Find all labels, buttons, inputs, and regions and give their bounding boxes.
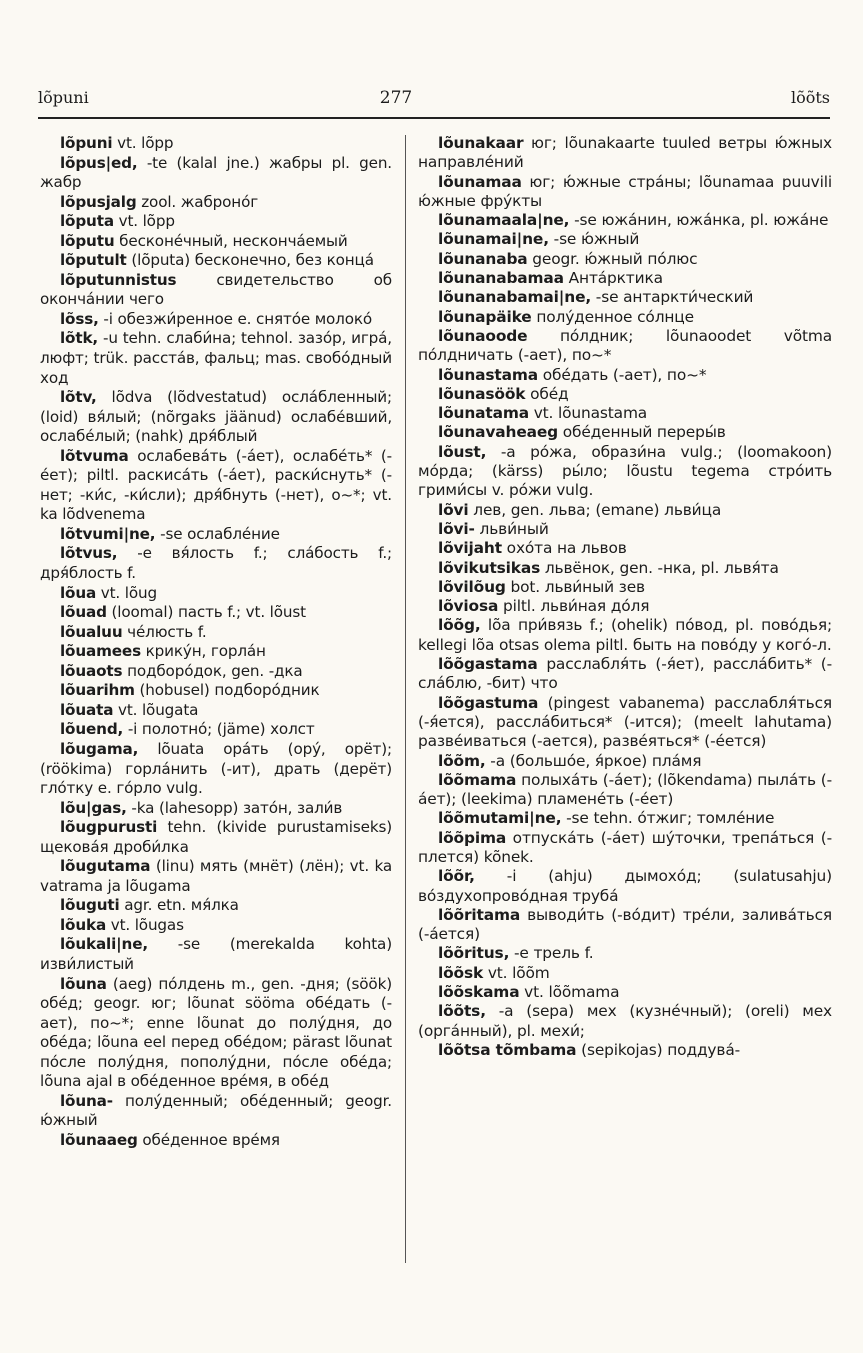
entry-headword: lõpusjalg [60, 192, 137, 211]
dictionary-entry [40, 662, 392, 682]
entry-definition: vt. lõug [96, 583, 157, 602]
dictionary-entry [40, 251, 392, 271]
entry-headword: lõunatama [438, 404, 529, 423]
dictionary-entry [418, 867, 832, 906]
entry-headword: lõvi [438, 500, 469, 519]
dictionary-entry [418, 269, 832, 288]
entry-definition: -se ослабле́ние [155, 524, 280, 543]
entry-headword: lõss, [60, 309, 99, 328]
entry-headword: lõõritus, [438, 944, 510, 963]
dictionary-entry [40, 193, 392, 213]
dictionary-entry [40, 681, 392, 701]
entry-headword: lõunavaheaeg [438, 423, 559, 442]
dictionary-entry [40, 544, 392, 583]
dictionary-entry [40, 857, 392, 896]
entry-definition: vt. lõugata [113, 700, 199, 719]
entry-definition: львёнок, gen. -нка, pl. львя́та [540, 558, 779, 577]
dictionary-entry [418, 520, 832, 539]
entry-definition: выводи́ть (-вóдит) тре́ли, заливáться (-áется) [418, 905, 832, 944]
dictionary-entry [40, 818, 392, 857]
running-header [38, 88, 830, 114]
entry-definition: lõa при́вязь f.; (ohelik) пóвод, pl. повóдья; kellegi lõa otsas olema piltl. быть на повóду у когó-л. [418, 616, 832, 654]
entry-headword: lõunaoode [438, 326, 528, 345]
entry-definition: льви́ный [474, 519, 549, 538]
entry-headword: lõõr, [438, 867, 475, 886]
entry-headword: lõuna- [60, 1091, 113, 1110]
dictionary-entry [40, 603, 392, 623]
entry-headword: lõunamai|ne, [438, 230, 549, 249]
dictionary-entry [40, 916, 392, 936]
entry-definition: -e трель f. [509, 944, 594, 963]
right-guide-word: lõõts [790, 88, 830, 107]
entry-headword: lõuad [60, 603, 107, 622]
entry-definition: piltl. льви́ная дóля [498, 597, 650, 616]
dictionary-entry [418, 539, 832, 558]
entry-headword: lõõsk [438, 963, 484, 982]
entry-definition: (lõputa) бесконечно, без концá [126, 251, 374, 270]
entry-headword: lõuguti [60, 896, 120, 915]
right-column [418, 134, 832, 1060]
entry-headword: lõukali|ne, [60, 935, 148, 954]
entry-headword: lõuaots [60, 661, 123, 680]
dictionary-entry [418, 906, 832, 945]
entry-definition: vt. lõõmama [519, 983, 620, 1002]
dictionary-entry [418, 134, 832, 173]
dictionary-entry [40, 212, 392, 232]
entry-definition: -i полотнó; (jäme) холст [123, 720, 315, 739]
entry-headword: lõunamaa [438, 172, 522, 191]
entry-headword: lõvilõug [438, 577, 506, 596]
entry-headword: lõõg, [438, 616, 481, 635]
dictionary-entry [418, 385, 832, 404]
entry-headword: lõunanabamaa [438, 269, 564, 288]
dictionary-entry [40, 134, 392, 154]
dictionary-entry [40, 525, 392, 545]
entry-definition: vt. lõpp [113, 212, 175, 231]
entry-headword: lõpuni [60, 134, 113, 152]
dictionary-entry [40, 232, 392, 252]
entry-definition: (linu) мять (мнёт) (лён); vt. ka vatrama ja lõugama [40, 857, 392, 895]
entry-definition: (aeg) пóлдень m., gen. -дня; (söök) обéд; geogr. юг; lõunat sööma обéдать (-ает), по~*; enne lõunat до полу́дня, до обе́да; lõuna eel перед обе́дом; pärast lõunat пóсле полу́дня, пополу́дни, пóсле обе́да; lõuna ajal в обе́денное вре́мя, в обе́д [40, 974, 392, 1091]
entry-definition: юг; lõunakaarte tuuled ветры ю́жных направле́ний [418, 134, 832, 172]
entry-headword: lõunamaala|ne, [438, 211, 570, 230]
dictionary-entry [418, 404, 832, 423]
entry-definition: geogr. ю́жный пóлюс [527, 249, 698, 268]
entry-definition: vt. lõpp [112, 134, 174, 152]
entry-definition: (loomal) пасть f.; vt. lõust [106, 603, 306, 622]
entry-headword: lõugama, [60, 739, 139, 758]
entry-headword: lõõmutami|ne, [438, 809, 562, 828]
entry-definition: vt. lõõm [483, 963, 550, 982]
entry-headword: lõpus|ed, [60, 153, 138, 172]
dictionary-entry [418, 443, 832, 501]
entry-headword: lõunasöök [438, 384, 526, 403]
dictionary-entry [418, 250, 832, 269]
dictionary-entry [418, 944, 832, 963]
dictionary-entry [40, 975, 392, 1092]
entry-definition: полыхáть (-áет); (lõkendama) пылáть (-áет); (leekima) пламенéть (-éет) [418, 770, 832, 809]
dictionary-entry [40, 623, 392, 643]
dictionary-entry [40, 720, 392, 740]
entry-headword: lõõm, [438, 751, 486, 770]
dictionary-entry [40, 740, 392, 799]
entry-headword: lõuna [60, 974, 107, 993]
entry-headword: lõõskama [438, 983, 520, 1002]
dictionary-entry [40, 1092, 392, 1131]
entry-definition: Антáрктика [563, 269, 663, 288]
entry-definition: обе́д [525, 384, 569, 403]
entry-headword: lõputu [60, 231, 115, 250]
entry-headword: lõualuu [60, 622, 123, 641]
entry-definition: обе́денное вре́мя [137, 1130, 280, 1149]
entry-definition: -a (sepa) мех (кузне́чный); (oreli) мех (оргáнный), pl. мехи́; [418, 1002, 832, 1040]
entry-headword: lõunanaba [438, 249, 528, 268]
left-column [40, 134, 392, 1150]
entry-headword: lõõmama [438, 770, 517, 789]
entry-definition: vt. lõugas [106, 915, 184, 934]
entry-definition: lõdva (lõdvestatud) ослáбленный; (loid) вя́лый; (nõrgaks jäänud) ослабе́вший, ослабе́лый; (nahk) дря́блый [40, 388, 392, 446]
entry-definition: свидетельство об окончáнии чего [40, 270, 392, 309]
dictionary-entry [40, 388, 392, 447]
entry-headword: lõunaaeg [60, 1130, 138, 1149]
dictionary-entry [418, 501, 832, 520]
entry-definition: юг; ю́жные стрáны; lõunamaa puuvili ю́жные фру́кты [418, 172, 832, 210]
entry-definition: расслабля́ть (-я́ет), расслáбить* (-слáблю, -бит) что [418, 655, 832, 693]
dictionary-entry [40, 896, 392, 916]
dictionary-entry [40, 310, 392, 330]
entry-definition: крику́н, горлáн [140, 642, 266, 661]
entry-headword: lõõgastama [438, 655, 538, 674]
entry-definition: -i обезжи́ренное e. снятóе молокó [98, 309, 373, 328]
dictionary-entry [40, 935, 392, 974]
entry-headword: lõvi- [438, 519, 475, 538]
entry-headword: lõugpurusti [60, 818, 158, 837]
dictionary-entry [418, 423, 832, 442]
entry-headword: lõugutama [60, 857, 151, 876]
entry-definition: vt. lõunastama [528, 404, 648, 423]
entry-definition: -se антаркти́ческий [591, 288, 754, 307]
entry-headword: lõunapäike [438, 307, 532, 326]
dictionary-entry [418, 694, 832, 752]
entry-headword: lõputult [60, 251, 127, 270]
dictionary-entry [40, 799, 392, 819]
dictionary-entry [418, 655, 832, 694]
dictionary-entry [418, 288, 832, 307]
dictionary-entry [418, 616, 832, 655]
dictionary-entry [40, 642, 392, 662]
entry-headword: lõu|gas, [60, 798, 127, 817]
entry-headword: lõvijaht [438, 539, 502, 558]
dictionary-entry [418, 578, 832, 597]
dictionary-entry [418, 829, 832, 868]
entry-headword: lõviosa [438, 597, 499, 616]
dictionary-entry [418, 809, 832, 828]
header-rule [38, 117, 830, 119]
column-divider [405, 135, 406, 1263]
entry-headword: lõputunnistus [60, 270, 177, 289]
entry-definition: -a рóжа, образи́на vulg.; (loomakoon) мóрда; (kärss) ры́ло; lõustu tegema стрóить грими́сы v. рóжи vulg. [418, 442, 832, 500]
entry-headword: lõua [60, 583, 97, 602]
dictionary-entry [418, 983, 832, 1002]
dictionary-entry [418, 173, 832, 212]
entry-definition: zool. жаброно́г [136, 192, 259, 211]
dictionary-entry [418, 597, 832, 616]
entry-definition: agr. etn. мя́лка [119, 896, 239, 915]
left-guide-word: lõpuni [38, 88, 89, 107]
entry-definition: бесконе́чный, нескончáемый [114, 231, 348, 250]
entry-definition: -se tehn. óтжиг; томлéние [561, 809, 775, 828]
dictionary-entry [40, 701, 392, 721]
entry-headword: lõunakaar [438, 134, 524, 152]
entry-definition: -se южáнин, южáнка, pl. южáне [569, 211, 829, 230]
entry-definition: -te (kalal jne.) жабры pl. gen. жабр [40, 153, 392, 192]
entry-definition: -i (ahju) дымохóд; (sulatusahju) вóздухопровóдная трубá [418, 867, 832, 905]
entry-headword: lõputa [60, 212, 114, 231]
entry-headword: lõuarihm [60, 681, 135, 700]
dictionary-entry [40, 447, 392, 525]
dictionary-entry [418, 964, 832, 983]
entry-definition: обе́дать (-ает), по~* [537, 365, 707, 384]
entry-definition: -e вя́лость f.; слáбость f.; дря́блость f. [40, 544, 392, 583]
entry-headword: lõvikutsikas [438, 558, 541, 577]
entry-definition: пóлдник; lõunaoodet võtma пóлдничать (-ает), по~* [418, 326, 832, 365]
dictionary-entry [418, 327, 832, 366]
entry-definition: обе́денный переры́в [558, 423, 726, 442]
entry-headword: lõõgastuma [438, 693, 539, 712]
entry-headword: lõõtsa tõmbama [438, 1040, 577, 1059]
entry-headword: lõtk, [60, 329, 99, 348]
dictionary-entry [40, 584, 392, 604]
dictionary-entry [418, 366, 832, 385]
dictionary-entry [40, 271, 392, 310]
dictionary-entry [418, 752, 832, 771]
entry-definition: -se (merekalda kohta) изви́листый [40, 935, 392, 973]
entry-definition: tehn. (kivide purustamiseks) щековáя дроби́лка [40, 818, 392, 856]
entry-headword: lõust, [438, 442, 487, 461]
dictionary-entry [418, 211, 832, 230]
entry-definition: -u tehn. слаби́на; tehnol. зазóр, игрá, люфт; trük. расстáв, фальц; mas. свобóдный ход [40, 329, 392, 387]
dictionary-entry [40, 154, 392, 193]
entry-headword: lõtvumi|ne, [60, 524, 156, 543]
entry-definition: полу́денный; обе́денный; geogr. ю́жный [40, 1091, 392, 1130]
entry-headword: lõuamees [60, 642, 141, 661]
dictionary-entry [418, 1041, 832, 1060]
entry-definition: охóта на львов [501, 539, 627, 558]
entry-headword: lõunanabamai|ne, [438, 288, 592, 307]
entry-headword: lõuka [60, 915, 107, 934]
dictionary-entry [418, 771, 832, 810]
entry-definition: lõuata орáть (ору́, орёт); (röökima) горлáнить (-ит), драть (дерёт) глóтку e. гóрло vulg. [40, 739, 392, 798]
entry-headword: lõtv, [60, 388, 97, 407]
page-number: 277 [379, 88, 413, 108]
dictionary-entry [40, 1131, 392, 1151]
entry-definition: (pingest vabanema) расслабля́ться (-я́ется), расслáбиться* (-ится); (meelt lahutama) развéиваться (-ается), развéяться* (-éется) [418, 693, 832, 751]
entry-definition: bot. льви́ный зев [505, 577, 645, 596]
entry-headword: lõõts, [438, 1002, 486, 1021]
entry-definition: (hobusel) подборо́дник [134, 681, 320, 700]
entry-definition: (sepikojas) поддува́- [576, 1040, 740, 1059]
dictionary-entry [40, 329, 392, 388]
entry-headword: lõuata [60, 700, 114, 719]
dictionary-entry [418, 308, 832, 327]
entry-headword: lõuend, [60, 720, 124, 739]
entry-definition: лев, gen. льва; (emane) льви́ца [468, 500, 722, 519]
entry-headword: lõõpima [438, 828, 507, 847]
entry-definition: отпускáть (-áет) шу́точки, трепáться (-плется) kõnek. [418, 828, 832, 866]
entry-definition: полу́денное сóлнце [531, 307, 694, 326]
dictionary-entry [418, 1002, 832, 1041]
entry-definition: подборо́док, gen. -дка [122, 661, 303, 680]
entry-headword: lõtvus, [60, 544, 118, 563]
entry-definition: ослабевáть (-áет), ослабе́ть* (-éет); piltl. раскисáть (-áет), раски́снуть* (-нет; -ки́с, -ки́сли); дря́бнуть (-нет), о~*; vt. ka lõdvenema [40, 446, 392, 524]
entry-definition: -se ю́жный [548, 230, 640, 249]
dictionary-entry [418, 559, 832, 578]
entry-definition: -ka (lahesopp) затóн, зали́в [126, 798, 343, 817]
dictionary-entry [418, 230, 832, 249]
entry-headword: lõunastama [438, 365, 538, 384]
entry-headword: lõtvuma [60, 446, 129, 465]
entry-headword: lõõritama [438, 905, 521, 924]
entry-definition: -a (большóе, я́ркое) плáмя [485, 751, 702, 770]
entry-definition: че́люсть f. [122, 622, 207, 641]
